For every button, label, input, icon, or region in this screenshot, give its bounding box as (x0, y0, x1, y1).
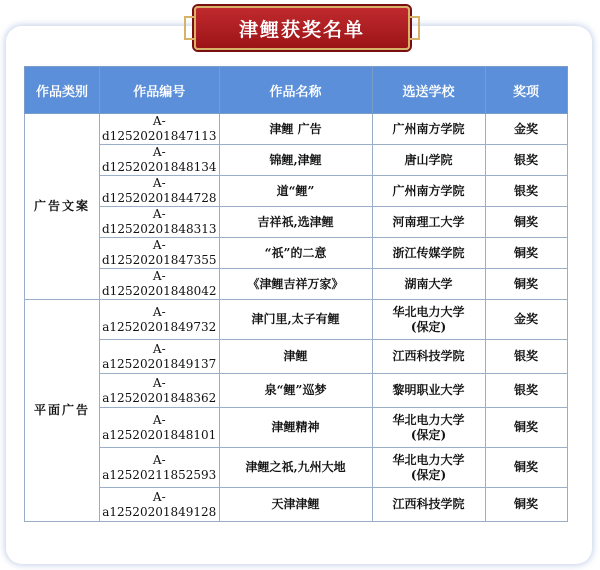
table-row (25, 408, 568, 448)
table-row (25, 488, 568, 522)
award-cell: 银奖 (485, 340, 567, 374)
name-cell: 锦鲤,津鲤 (219, 145, 372, 176)
school-cell: 广州南方学院 (372, 114, 485, 145)
code-cell: A-d12520201848313 (100, 207, 220, 238)
table-row (25, 448, 568, 488)
name-cell: 津鲤之祇,九州大地 (219, 448, 372, 488)
school-cell: 湖南大学 (372, 269, 485, 300)
award-cell: 铜奖 (485, 269, 567, 300)
school-cell: 江西科技学院 (372, 488, 485, 522)
header-name: 作品名称 (219, 67, 372, 114)
table-row (25, 269, 568, 300)
code-cell: A-d12520201848042 (100, 269, 220, 300)
school-cell: 华北电力大学 (保定) (372, 408, 485, 448)
name-cell: 吉祥祇,选津鲤 (219, 207, 372, 238)
code-cell: A-d12520201847355 (100, 238, 220, 269)
table-row (25, 300, 568, 340)
code-cell: A-a12520201849128 (100, 488, 220, 522)
name-cell: 津鲤 (219, 340, 372, 374)
award-cell: 金奖 (485, 114, 567, 145)
name-cell: 天津津鲤 (219, 488, 372, 522)
award-cell: 铜奖 (485, 448, 567, 488)
table-row (25, 145, 568, 176)
table-body (25, 114, 568, 522)
school-cell: 江西科技学院 (372, 340, 485, 374)
code-cell: A-d12520201848134 (100, 145, 220, 176)
table-row (25, 176, 568, 207)
award-cell: 银奖 (485, 145, 567, 176)
name-cell: 泉“鲤”巡梦 (219, 374, 372, 408)
award-table (24, 66, 568, 522)
category-cell: 广告文案 (25, 114, 100, 300)
code-cell: A-d12520201844728 (100, 176, 220, 207)
code-cell: A-a12520211852593 (100, 448, 220, 488)
header-award: 奖项 (485, 67, 567, 114)
category-cell: 平面广告 (25, 300, 100, 522)
code-cell: A-a12520201849137 (100, 340, 220, 374)
code-cell: A-a12520201849732 (100, 300, 220, 340)
header-code: 作品编号 (100, 67, 220, 114)
school-cell: 华北电力大学 (保定) (372, 448, 485, 488)
school-cell: 河南理工大学 (372, 207, 485, 238)
award-cell: 银奖 (485, 374, 567, 408)
title-banner (194, 6, 410, 50)
name-cell: 《津鲤吉祥万家》 (219, 269, 372, 300)
code-cell: A-d12520201847113 (100, 114, 220, 145)
name-cell: 津鲤 广告 (219, 114, 372, 145)
header-category: 作品类别 (25, 67, 100, 114)
school-cell: 黎明职业大学 (372, 374, 485, 408)
table-row (25, 238, 568, 269)
award-cell: 铜奖 (485, 238, 567, 269)
table-row (25, 207, 568, 238)
name-cell: “祇”的二意 (219, 238, 372, 269)
header-row (25, 67, 568, 114)
award-cell: 金奖 (485, 300, 567, 340)
name-cell: 道“鲤” (219, 176, 372, 207)
page-title: 津鲤获奖名单 (238, 18, 365, 41)
school-cell: 唐山学院 (372, 145, 485, 176)
table-row (25, 374, 568, 408)
name-cell: 津鲤精神 (219, 408, 372, 448)
code-cell: A-a12520201848101 (100, 408, 220, 448)
award-cell: 银奖 (485, 176, 567, 207)
award-cell: 铜奖 (485, 207, 567, 238)
school-cell: 华北电力大学 (保定) (372, 300, 485, 340)
school-cell: 浙江传媒学院 (372, 238, 485, 269)
award-cell: 铜奖 (485, 488, 567, 522)
school-cell: 广州南方学院 (372, 176, 485, 207)
award-cell: 铜奖 (485, 408, 567, 448)
table-row (25, 340, 568, 374)
header-school: 选送学校 (372, 67, 485, 114)
name-cell: 津门里,太子有鲤 (219, 300, 372, 340)
table-row (25, 114, 568, 145)
code-cell: A-a12520201848362 (100, 374, 220, 408)
